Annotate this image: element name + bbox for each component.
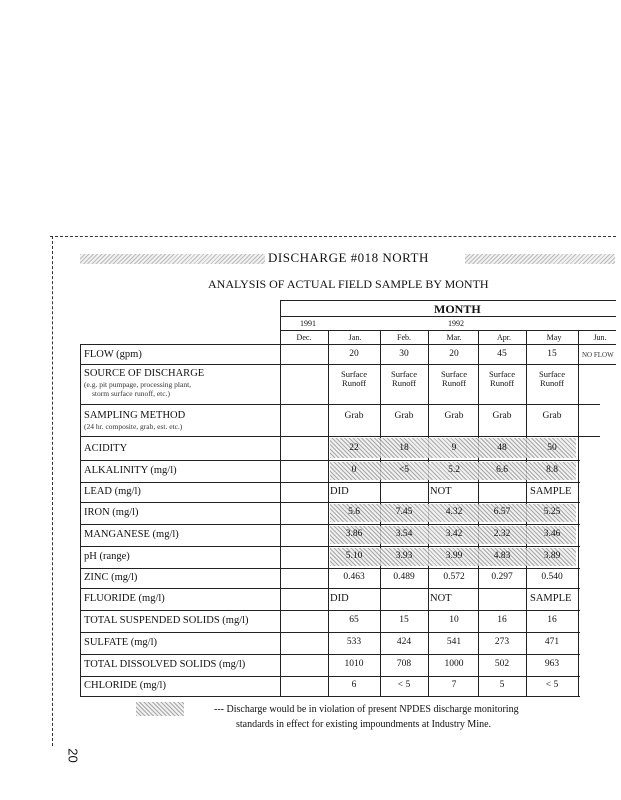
month-may: May — [546, 333, 562, 342]
tds-jan: 1010 — [344, 659, 364, 669]
fluoride-sample: SAMPLE — [530, 593, 572, 604]
row-sep-4 — [80, 460, 580, 461]
chloride-apr: 5 — [499, 680, 505, 690]
ph-may: 3.89 — [543, 551, 561, 561]
acidity-may: 50 — [547, 443, 557, 453]
row-sep-11 — [80, 610, 580, 611]
footnote-line-1: --- Discharge would be in violation of present NPDES discharge monitoring — [214, 704, 519, 715]
acidity-mar: 9 — [451, 443, 457, 453]
sampling-sub-label: (24 hr. composite, grab, est. etc.) — [84, 422, 183, 431]
chloride-label: CHLORIDE (mg/l) — [84, 680, 166, 691]
source-label: SOURCE OF DISCHARGE — [84, 368, 205, 379]
flow-feb: 30 — [399, 349, 409, 359]
sulfate-jan: 533 — [346, 637, 362, 647]
alkalinity-feb: <5 — [398, 465, 410, 475]
iron-mar: 4.32 — [445, 507, 463, 517]
flow-apr: 45 — [497, 349, 507, 359]
iron-label: IRON (mg/l) — [84, 507, 139, 518]
tss-feb: 15 — [399, 615, 409, 625]
source-jan: Surface Runoff — [341, 369, 367, 388]
title-bar-left — [80, 254, 265, 264]
acidity-feb: 18 — [399, 443, 409, 453]
acidity-label: ACIDITY — [84, 443, 128, 454]
page-number: 20 — [65, 748, 81, 763]
fluoride-not: NOT — [430, 593, 452, 604]
flow-jan: 20 — [349, 349, 359, 359]
manganese-feb: 3.54 — [395, 529, 413, 539]
tds-mar: 1000 — [444, 659, 464, 669]
manganese-jan: 3.86 — [345, 529, 363, 539]
chloride-jan: 6 — [351, 680, 357, 690]
sampling-may: Grab — [542, 411, 562, 421]
year-line — [280, 330, 616, 331]
col-line-0 — [80, 344, 81, 696]
footnote-line-2: standards in effect for existing impoundments at Industry Mine. — [236, 719, 492, 730]
row-sep-2 — [80, 404, 600, 405]
sampling-label: SAMPLING METHOD — [84, 410, 186, 421]
chloride-may: < 5 — [545, 680, 559, 690]
tds-may: 963 — [544, 659, 560, 669]
zinc-jan: 0.463 — [343, 572, 365, 582]
row-sep-13 — [80, 654, 580, 655]
page-title: DISCHARGE #018 NORTH — [268, 250, 429, 265]
source-feb: Surface Runoff — [391, 369, 417, 388]
month-mar: Mar. — [446, 333, 462, 342]
manganese-may: 3.46 — [543, 529, 561, 539]
year-1992-label: 1992 — [448, 319, 464, 328]
flow-mar: 20 — [449, 349, 459, 359]
zinc-may: 0.540 — [541, 572, 563, 582]
row-sep-6 — [80, 502, 580, 503]
row-sep-15 — [80, 696, 580, 697]
flow-may: 15 — [547, 349, 557, 359]
month-header-top — [280, 300, 616, 301]
zinc-mar: 0.572 — [443, 572, 465, 582]
source-apr: Surface Runoff — [489, 369, 515, 388]
col-line-1 — [280, 300, 281, 696]
acidity-jan: 22 — [349, 443, 359, 453]
sampling-jan: Grab — [344, 411, 364, 421]
month-label: MONTH — [434, 302, 481, 316]
header-bottom-line — [80, 344, 616, 345]
chloride-feb: < 5 — [397, 680, 411, 690]
ph-feb: 3.93 — [395, 551, 413, 561]
ph-jan: 5.10 — [345, 551, 363, 561]
acidity-apr: 48 — [497, 443, 507, 453]
sulfate-feb: 424 — [396, 637, 412, 647]
month-apr: Apr. — [497, 333, 511, 342]
sulfate-may: 471 — [544, 637, 560, 647]
tss-may: 16 — [547, 615, 557, 625]
row-sep-12 — [80, 632, 580, 633]
sampling-feb: Grab — [394, 411, 414, 421]
row-sep-3 — [80, 436, 600, 437]
tss-jan: 65 — [349, 615, 359, 625]
tss-apr: 16 — [497, 615, 507, 625]
manganese-apr: 2.32 — [493, 529, 511, 539]
month-jan: Jan. — [348, 333, 362, 342]
fluoride-label: FLUORIDE (mg/l) — [84, 593, 165, 604]
source-may: Surface Runoff — [539, 369, 565, 388]
iron-may: 5.25 — [543, 507, 561, 517]
row-sep-10 — [80, 588, 580, 589]
row-sep-14 — [80, 676, 580, 677]
row-sep-1 — [80, 364, 616, 365]
month-header-line — [280, 316, 616, 317]
col-line-7 — [578, 330, 579, 696]
zinc-feb: 0.489 — [393, 572, 415, 582]
lead-not: NOT — [430, 486, 452, 497]
manganese-label: MANGANESE (mg/l) — [84, 529, 179, 540]
zinc-label: ZINC (mg/l) — [84, 572, 138, 583]
iron-feb: 7.45 — [395, 507, 413, 517]
col-line-2 — [328, 330, 329, 696]
alkalinity-mar: 5.2 — [448, 465, 460, 475]
alkalinity-label: ALKALINITY (mg/l) — [84, 465, 177, 476]
month-feb: Feb. — [397, 333, 411, 342]
iron-apr: 6.57 — [493, 507, 511, 517]
fluoride-did: DID — [330, 593, 349, 604]
flow-jun: NO FLOW — [582, 351, 614, 359]
zinc-apr: 0.297 — [491, 572, 513, 582]
row-sep-5 — [80, 482, 580, 483]
month-dec: Dec. — [296, 333, 312, 342]
iron-jan: 5.6 — [348, 507, 360, 517]
sulfate-apr: 273 — [494, 637, 510, 647]
flow-label: FLOW (gpm) — [84, 349, 142, 360]
ph-label: pH (range) — [84, 551, 130, 562]
row-sep-9 — [80, 568, 580, 569]
row-sep-7 — [80, 524, 580, 525]
manganese-mar: 3.42 — [445, 529, 463, 539]
legend-swatch — [136, 702, 184, 716]
sampling-apr: Grab — [492, 411, 512, 421]
title-bar-right — [465, 254, 615, 264]
year-1991-label: 1991 — [300, 319, 316, 328]
sampling-mar: Grab — [444, 411, 464, 421]
tds-label: TOTAL DISSOLVED SOLIDS (mg/l) — [84, 659, 246, 670]
source-mar: Surface Runoff — [441, 369, 467, 388]
sulfate-mar: 541 — [446, 637, 462, 647]
row-sep-8 — [80, 546, 580, 547]
frame-left — [52, 236, 53, 746]
ph-mar: 3.99 — [445, 551, 463, 561]
tss-label: TOTAL SUSPENDED SOLIDS (mg/l) — [84, 615, 249, 626]
ph-apr: 4.83 — [493, 551, 511, 561]
sulfate-label: SULFATE (mg/l) — [84, 637, 158, 648]
frame-top — [50, 236, 616, 237]
lead-label: LEAD (mg/l) — [84, 486, 141, 497]
lead-sample: SAMPLE — [530, 486, 572, 497]
tds-feb: 708 — [396, 659, 412, 669]
month-jun: Jun. — [593, 333, 607, 342]
alkalinity-apr: 6.6 — [496, 465, 508, 475]
tss-mar: 10 — [449, 615, 459, 625]
chloride-mar: 7 — [451, 680, 457, 690]
source-sub-label: (e.g. pit pumpage, processing plant, — [84, 380, 192, 389]
alkalinity-jan: 0 — [351, 465, 357, 475]
source-sub-label-2: storm surface runoff, etc.) — [92, 389, 170, 398]
alkalinity-may: 8.8 — [546, 465, 558, 475]
lead-did: DID — [330, 486, 349, 497]
tds-apr: 502 — [494, 659, 510, 669]
page-subtitle: ANALYSIS OF ACTUAL FIELD SAMPLE BY MONTH — [208, 277, 489, 291]
